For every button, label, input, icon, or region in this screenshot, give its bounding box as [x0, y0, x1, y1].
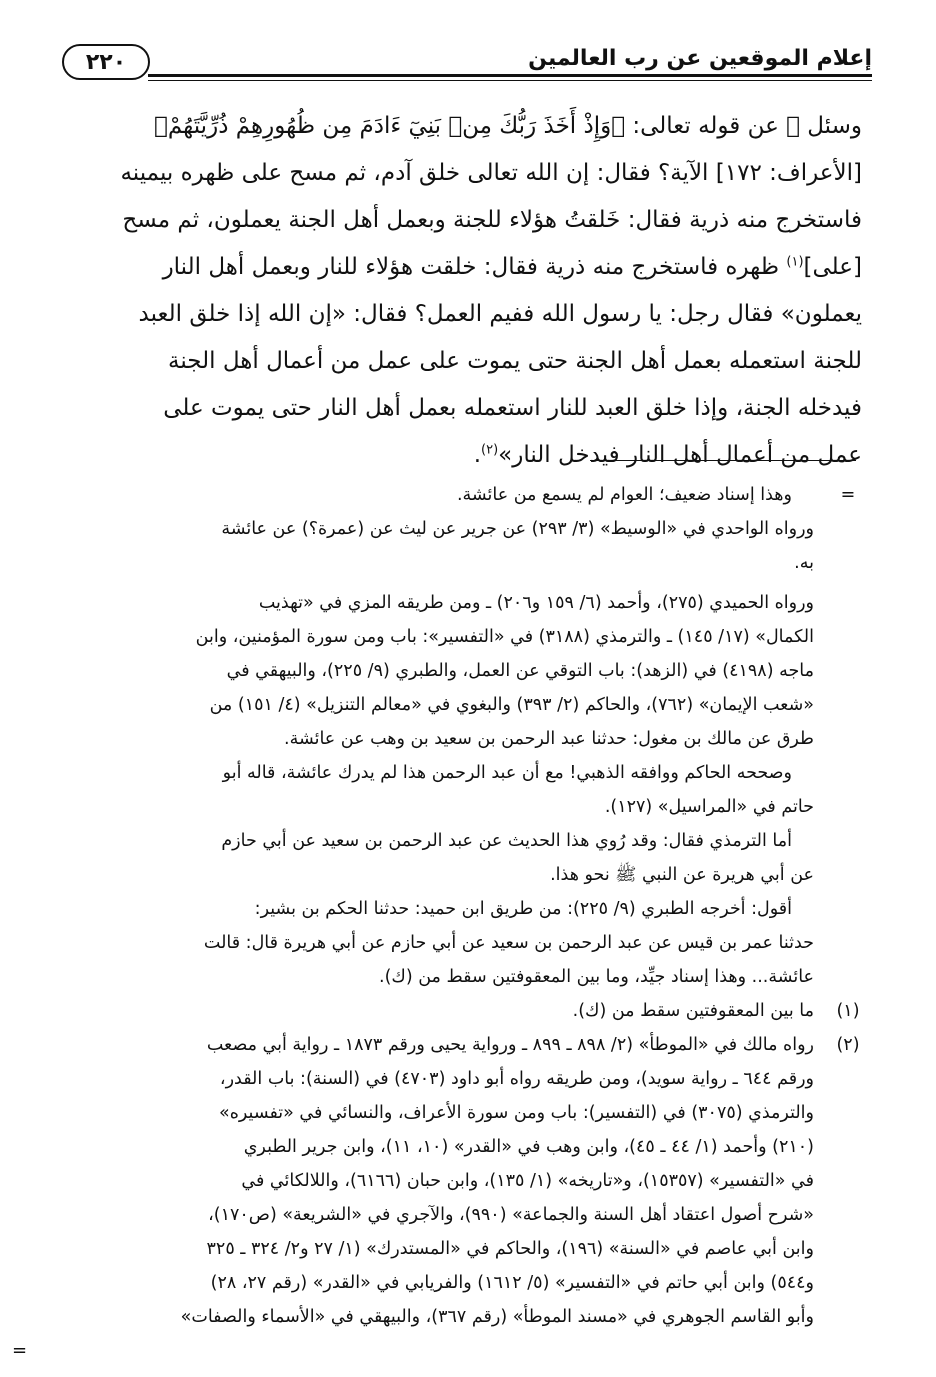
footnote-line — [50, 620, 862, 654]
footnotes — [12, 478, 862, 1361]
footnote-line — [50, 688, 862, 722]
footnote-line — [50, 722, 862, 756]
header-rule-thin — [148, 80, 872, 81]
footnote-text: طرق عن مالك بن مغول: حدثنا عبد الرحمن بن سعيد بن وهب عن عائشة. — [284, 729, 814, 749]
footnote-reference[interactable]: (١) — [786, 254, 804, 270]
continuation-marker: = — [12, 1340, 28, 1361]
footnote-text: ورواه الواحدي في «الوسيط» (٣/ ٢٩٣) عن جرير عن ليث عن (عمرة؟) عن عائشة — [221, 519, 814, 539]
footnote-text: حاتم في «المراسيل» (١٢٧). — [604, 797, 814, 817]
page-number: ٢٢٠ — [62, 44, 150, 80]
main-text — [70, 103, 862, 479]
main-text-line: للجنة استعمله بعمل أهل الجنة حتى يموت على عمل من أعمال أهل الجنة — [168, 348, 862, 374]
footnote-text: وابن أبي عاصم في «السنة» (١٩٦)، والحاكم في «المستدرك» (١/ ٢٧ و٢/ ٣٢٤ ـ ٣٢٥ — [206, 1239, 814, 1259]
footnote-text: «شرح أصول اعتقاد أهل السنة والجماعة» (٩٩٠)، والآجري في «الشريعة» (ص١٧٠)، — [208, 1205, 814, 1225]
main-text-fragment: ظهره فاستخرج منه ذرية فقال: خلقت هؤلاء للنار وبعمل أهل النار — [162, 254, 780, 280]
footnote-text: الكمال» (١٧/ ١٤٥) ـ والترمذي (٣١٨٨) في «التفسير»: باب ومن سورة المؤمنين، وابن — [195, 627, 814, 647]
footnote-line — [50, 790, 862, 824]
footnote-line — [50, 546, 862, 576]
footnote-text: في «التفسير» (١٥٣٥٧)، و«تاريخه» (١/ ١٣٥)، وابن حبان (٦١٦٦)، واللالكائي في — [241, 1171, 814, 1191]
footnote-text: ورواه الحميدي (٢٧٥)، وأحمد (٦/ ١٥٩ و٢٠٦) ـ ومن طريقه المزي في «تهذيب — [258, 593, 814, 613]
main-text-fragment: عمل من أعمال أهل النار فيدخل النار» — [498, 442, 862, 468]
footnote-line — [50, 654, 862, 688]
footnote-text: أقول: أخرجه الطبري (٩/ ٢٢٥): من طريق ابن حميد: حدثنا الحكم بن بشير: — [254, 899, 792, 919]
footnote-line — [50, 756, 862, 790]
footnote-text: (٢١٠) وأحمد (١/ ٤٤ ـ ٤٥)، وابن وهب في «القدر» (١٠، ١١)، وابن جرير الطبري — [243, 1137, 814, 1157]
footnote-line — [50, 892, 862, 926]
footnote-text: وصححه الحاكم ووافقه الذهبي! مع أن عبد الرحمن هذا لم يدرك عائشة، قاله أبو — [222, 763, 792, 783]
footnote-separator — [590, 460, 856, 461]
footnote-line — [50, 960, 862, 994]
footnote-1 — [50, 994, 862, 1028]
footnote-line — [50, 824, 862, 858]
page-header — [62, 38, 872, 98]
header-rule — [148, 74, 872, 77]
footnote-line — [50, 1164, 862, 1198]
footnote-text: «شعب الإيمان» (٧٦٢)، والحاكم (٢/ ٣٩٣) والبغوي في «معالم التنزيل» (٤/ ١٥١) من — [209, 695, 814, 715]
footnote-line — [50, 478, 862, 512]
footnote-line — [50, 512, 862, 546]
main-text-line — [70, 244, 862, 291]
footnote-text: عائشة... وهذا إسناد جيِّد، وما بين المعقوفتين سقط من (ك). — [379, 967, 814, 987]
footnote-text: أما الترمذي فقال: وقد رُوي هذا الحديث عن عبد الرحمن بن سعيد عن أبي حازم — [221, 831, 792, 851]
footnote-marker: (٢) — [836, 1035, 860, 1055]
footnote-line — [12, 1300, 862, 1361]
footnote-text: و٥٤٤) وابن أبي حاتم في «التفسير» (٥/ ١٦١٢) والفريابي في «القدر» (رقم ٢٧، ٢٨) — [210, 1273, 814, 1293]
footnote-line — [50, 858, 862, 892]
continuation-marker: = — [840, 485, 856, 505]
footnote-line — [50, 1062, 862, 1096]
main-text-line: فيدخله الجنة، وإذا خلق العبد للنار استعمله بعمل أهل النار حتى يموت على — [163, 395, 862, 421]
footnote-2 — [50, 1028, 862, 1062]
footnote-line — [50, 1130, 862, 1164]
footnote-text: حدثنا عمر بن قيس عن عبد الرحمن بن سعيد عن أبي حازم عن أبي هريرة قال: قالت — [203, 933, 814, 953]
footnote-marker: (١) — [836, 1001, 860, 1021]
footnote-text: ما بين المعقوفتين سقط من (ك). — [572, 1001, 814, 1021]
footnote-line — [50, 1096, 862, 1130]
footnote-text: عن أبي هريرة عن النبي ﷺ نحو هذا. — [550, 865, 814, 885]
footnote-line — [50, 1198, 862, 1232]
footnote-text: ماجه (٤١٩٨) في (الزهد): باب التوقي عن العمل، والطبري (٩/ ٢٢٥)، والبيهقي في — [226, 661, 814, 681]
footnote-line — [50, 1266, 862, 1300]
footnote-text: ورقم ٦٤٤ ـ رواية سويد)، ومن طريقه رواه أبو داود (٤٧٠٣) في (السنة): باب القدر، — [219, 1069, 814, 1089]
footnote-line — [50, 926, 862, 960]
bracketed-word: [على] — [803, 254, 862, 280]
footnote-text: والترمذي (٣٠٧٥) في (التفسير): باب ومن سورة الأعراف، والنسائي في «تفسيره» — [219, 1103, 814, 1123]
footnote-line — [50, 586, 862, 620]
main-text-line: يعملون» فقال رجل: يا رسول الله ففيم العمل؟ فقال: «إن الله إذا خلق العبد — [138, 301, 862, 327]
main-text-line: فاستخرج منه ذرية فقال: خَلقتُ هؤلاء للجنة وبعمل أهل الجنة يعملون، ثم مسح — [122, 207, 862, 233]
main-text-fragment: . — [473, 442, 482, 468]
footnote-line — [50, 1232, 862, 1266]
main-text-line: وسئل ﷺ عن قوله تعالى: ﴿وَإِذْ أَخَذَ رَبُّكَ مِنۢ بَنِيٓ ءَادَمَ مِن ظُهُورِهِمْ ذُرِّيَّتَهُمْ﴾ — [154, 113, 862, 139]
footnote-text: به. — [794, 553, 814, 573]
main-text-line — [70, 432, 862, 479]
footnote-text: وهذا إسناد ضعيف؛ العوام لم يسمع من عائشة. — [456, 485, 792, 505]
main-text-line: [الأعراف: ١٧٢] الآية؟ فقال: إن الله تعالى خلق آدم، ثم مسح على ظهره بيمينه — [120, 160, 862, 186]
footnote-text: وأبو القاسم الجوهري في «مسند الموطأ» (رقم ٣٦٧)، والبيهقي في «الأسماء والصفات» — [180, 1307, 814, 1327]
footnote-text: رواه مالك في «الموطأ» (٢/ ٨٩٨ ـ ٨٩٩ ـ ورواية يحيى ورقم ١٨٧٣ ـ رواية أبي مصعب — [206, 1035, 814, 1055]
footnote-reference[interactable]: (٢) — [481, 442, 499, 458]
running-title: إعلام الموقعين عن رب العالمين — [528, 46, 872, 71]
